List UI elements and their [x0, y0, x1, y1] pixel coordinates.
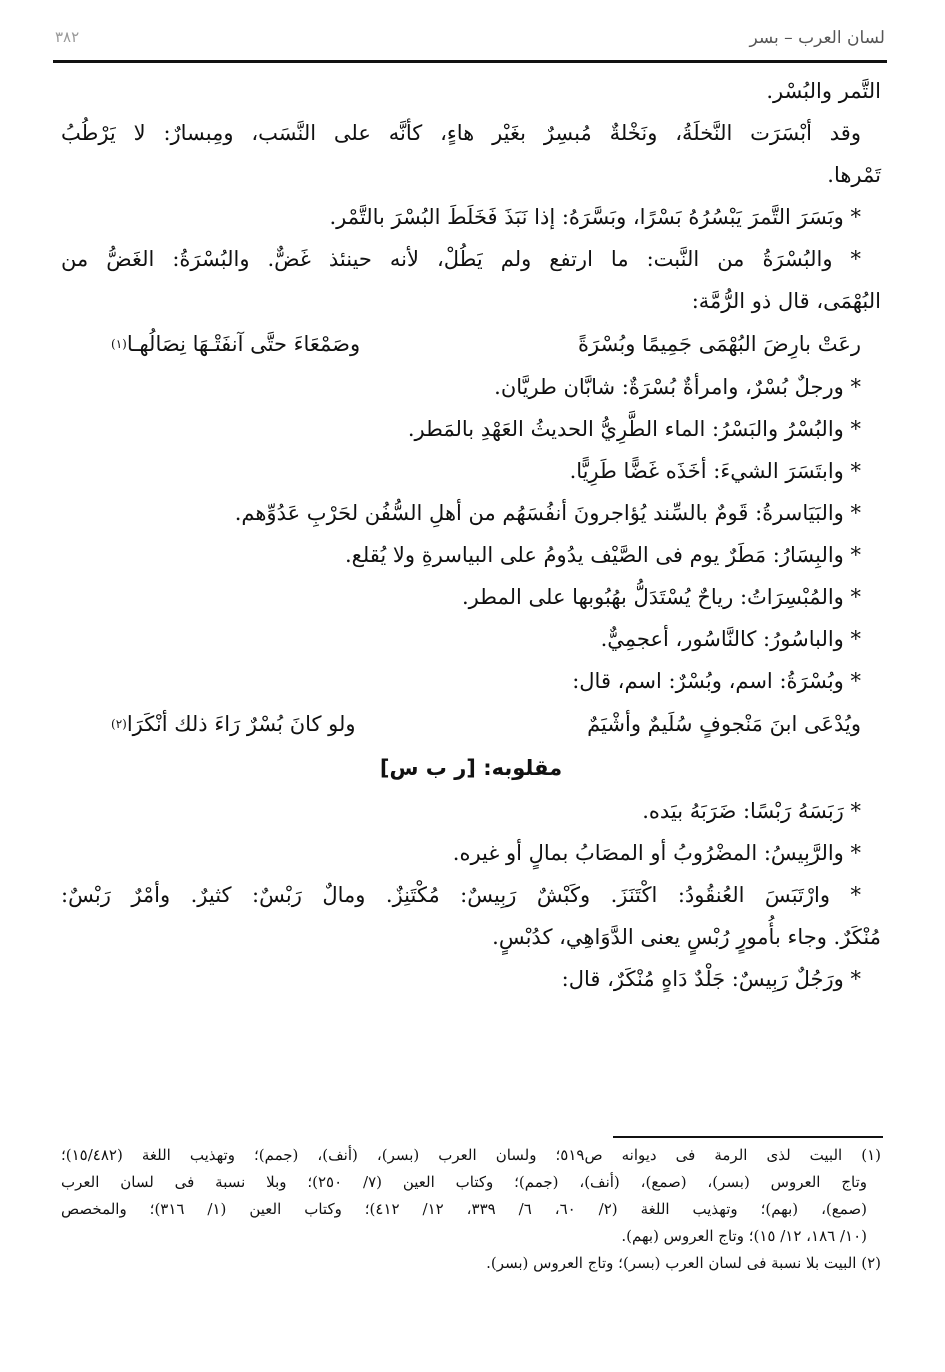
verse-hemistich-left — [111, 322, 360, 366]
entry-body — [61, 70, 881, 1000]
text-line: * والبِسَارُ: مَطَرٌ يوم فى الصَّيْف يدُومُ على البياسرةِ ولا يُقلع. — [344, 543, 861, 567]
footnote-line: (١٠/ ١٨٦، ١٢/ ١٥)؛ وتاج العروس (بهم). — [621, 1227, 867, 1245]
verse-hemistich-left-text: ولو كانَ بُسْرٌ رَاءَ ذلك أنْكَرَا — [126, 712, 356, 736]
verse-hemistich-left — [111, 702, 356, 746]
text-line: * وابتَسَرَ الشيءَ: أخَذَه غَضًّا طَرِيًّا. — [569, 459, 861, 483]
running-header — [55, 26, 885, 60]
text-line: * والبَيَاسرةُ: قَومٌ بالسِّند يُؤاجرونَ أنفُسَهُم من أهلِ السُّفُن لحَرْبِ عَدُوِّهم. — [234, 501, 861, 525]
poem-verse-1 — [61, 322, 881, 366]
footnote-line: (١) البيت لذى الرمة فى ديوانه ص٥١٩؛ ولسان العرب (بسر)، (أنف)، (جمم)؛ وتهذيب اللغة (١٥/٤٨٢)؛ — [61, 1146, 881, 1164]
poem-verse-2 — [61, 702, 881, 746]
footnotes — [61, 1142, 881, 1277]
page-number: ٣٨٢ — [55, 28, 80, 46]
text-line: * والبُسْرَةُ من النَّبت: ما ارتفع ولم يَطُلْ، لأنه حينئذ غَضٌّ. والبُسْرَةُ: الغَضُّ من — [61, 247, 861, 271]
text-line: * والرَّبِيسُ: المضْرُوبُ أو المصَابُ بمالٍ أو غيره. — [452, 841, 861, 865]
footnote-line: (صمع)، (بهم)؛ وتهذيب اللغة (٢/ ٦٠، ٦/ ٣٣٩، ١٢/ ٤١٢)؛ وكتاب العين (١/ ٣١٦)؛ والمخصص — [61, 1200, 868, 1218]
verse-hemistich-right: ويُدْعَى ابنَ مَنْجوفٍ سُلَيمٌ وأشْيَمٌ — [587, 712, 861, 736]
text-line: * والباسُورُ: كالنَّاسُور، أعجمِيٌّ. — [600, 627, 861, 651]
text-line: البُهْمَى، قال ذو الرُّمَّة: — [691, 289, 881, 313]
text-line: مُنْكَرٌ. وجاء بأُمورٍ رُبْسٍ يعنى الدَّوَاهِي، كدُبْسٍ. — [492, 925, 881, 949]
header-rule — [53, 60, 887, 63]
text-line: * والمُبْسِرَاتُ: رياحٌ يُسْتَدَلُّ بهُبُوبها على المطر. — [461, 585, 861, 609]
footnote-ref: (١) — [111, 337, 127, 351]
verse-hemistich-right: رعَتْ بارِضَ البُهْمَى جَمِيمًا وبُسْرَةً — [578, 332, 861, 356]
text-line: التَّمر والبُسْر. — [766, 79, 881, 103]
footnote-line: وتاج العروس (بسر)، (صمع)، (أنف)، (جمم)؛ وكتاب العين (٧/ ٢٥٠)؛ وبلا نسبة فى لسان العرب — [61, 1173, 868, 1191]
section-heading: مقلوبه: [ر ب س] — [379, 756, 563, 780]
text-line: * رَبَسَهُ رَبْسًا: ضَرَبَهُ بيَده. — [642, 799, 861, 823]
footnote-ref: (٢) — [111, 717, 127, 731]
text-line: تَمْرها. — [827, 163, 881, 187]
footnote-line: (٢) البيت بلا نسبة فى لسان العرب (بسر)؛ وتاج العروس (بسر). — [486, 1254, 881, 1272]
text-line: * ورَجُلٌ رَبِيسٌ: جَلْدٌ دَاهٍ مُنْكَرٌ، قال: — [561, 967, 861, 991]
text-line: وقد أبْسَرَت النَّخلَةُ، ونَخْلةٌ مُبسِرٌ بغَيْر هاءٍ، كأنَّه على النَّسَب، ومِبسارٌ: لا يَرْطُبُ — [61, 121, 861, 145]
text-line: * وبَسَرَ التَّمرَ يَبْسُرُهُ بَسْرًا، وبَسَّرَهُ: إذا نَبَذَ فَخَلَطَ البُسْرَ بالتَّمْر. — [329, 205, 861, 229]
text-line: * وبُسْرَةُ: اسم، وبُسْرٌ: اسم، قال: — [572, 669, 861, 693]
verse-hemistich-left-text: وصَمْعَاءَ حتَّى آنفَتْـهَا نِصَالُهـا — [126, 332, 361, 356]
text-line: * والبُسْرُ والبَسْرُ: الماء الطَّرِيُّ الحديثُ العَهْدِ بالمَطر. — [407, 417, 861, 441]
footnote-rule — [613, 1136, 883, 1138]
text-line: * ورجلٌ بُسْرٌ، وامرأةٌ بُسْرَةٌ: شابَّان طريَّان. — [494, 375, 861, 399]
header-title: لسان العرب – بسر — [749, 28, 885, 48]
text-line: * وارْتَبَسَ العُنقُودُ: اكْتَنَزَ. وكَبْشٌ رَبِيسٌ: مُكْتَنِزٌ. ومالٌ رَبْسٌ: كثيرٌ. وأمْرٌ رَبْسٌ: — [61, 883, 861, 907]
